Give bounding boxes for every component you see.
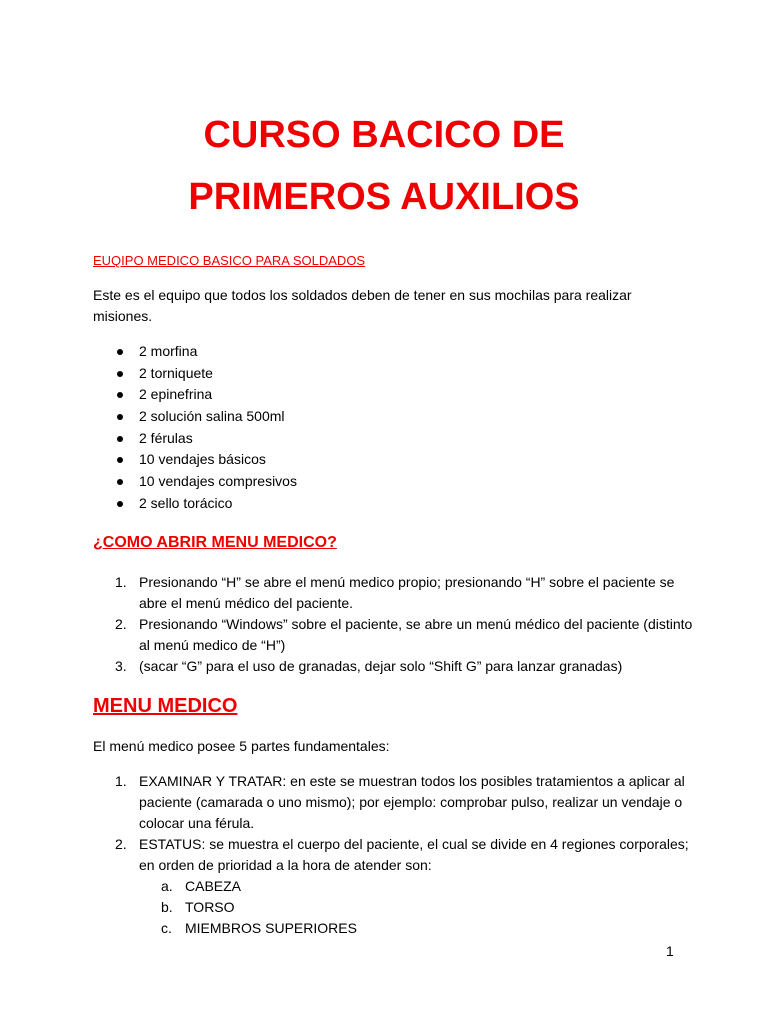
menu-intro: El menú medico posee 5 partes fundamentales: [93,738,390,754]
abrir-list [93,572,699,677]
list-item: 2 morfina [93,341,297,363]
list-item: 1. EXAMINAR Y TRATAR: en este se muestran todos los posibles tratamientos a aplicar al paciente (camarada o uno mismo); por ejemplo: comprobar pulso, realizar un vendaje o colocar una férula. [115,773,685,831]
list-item: 10 vendajes compresivos [93,471,297,493]
bullet-icon [117,436,123,442]
list-item: 2 solución salina 500ml [93,406,297,428]
list-item: 2 epinefrina [93,384,297,406]
list-item: 10 vendajes básicos [93,449,297,471]
equipo-list [93,341,297,515]
list-item: a. CABEZA [161,878,242,894]
bullet-icon [117,349,123,355]
list-item: b. TORSO [161,899,235,915]
list-item: 2. Presionando “Windows” sobre el paciente, se abre un menú médico del paciente (distinto al menú medico de “H”) [115,616,693,653]
bullet-icon [117,371,123,377]
menu-sublist [139,876,699,939]
list-item: 1. Presionando “H” se abre el menú medico propio; presionando “H” sobre el paciente se abre el menú médico del paciente. [115,574,675,611]
list-item: 2 férulas [93,428,297,450]
bullet-icon [117,392,123,398]
bullet-icon [117,479,123,485]
title-line-1: CURSO BACICO DE [203,114,565,156]
abrir-heading: ¿COMO ABRIR MENU MEDICO? [93,534,337,551]
page-number: 1 [666,943,674,959]
equipo-heading: EUQIPO MEDICO BASICO PARA SOLDADOS [93,253,366,268]
list-item: 2 sello torácico [93,493,297,515]
list-item: 2 torniquete [93,363,297,385]
bullet-icon [117,501,123,507]
title-line-2: PRIMEROS AUXILIOS [188,176,580,218]
menu-list [93,771,699,939]
bullet-icon [117,414,123,420]
list-item: 2. ESTATUS: se muestra el cuerpo del paciente, el cual se divide en 4 regiones corporales; en orden de prioridad a la hora de atender son: a. CABEZA b. TORSO c. MIEMBROS SUPERIORES [93,834,699,939]
bullet-icon [117,457,123,463]
list-item: 3. (sacar “G” para el uso de granadas, dejar solo “Shift G” para lanzar granadas) [115,658,623,674]
menu-heading: MENU MEDICO [93,695,238,717]
equipo-intro: Este es el equipo que todos los soldados deben de tener en sus mochilas para realizar misiones. [93,287,632,324]
list-item: c. MIEMBROS SUPERIORES [161,920,357,936]
